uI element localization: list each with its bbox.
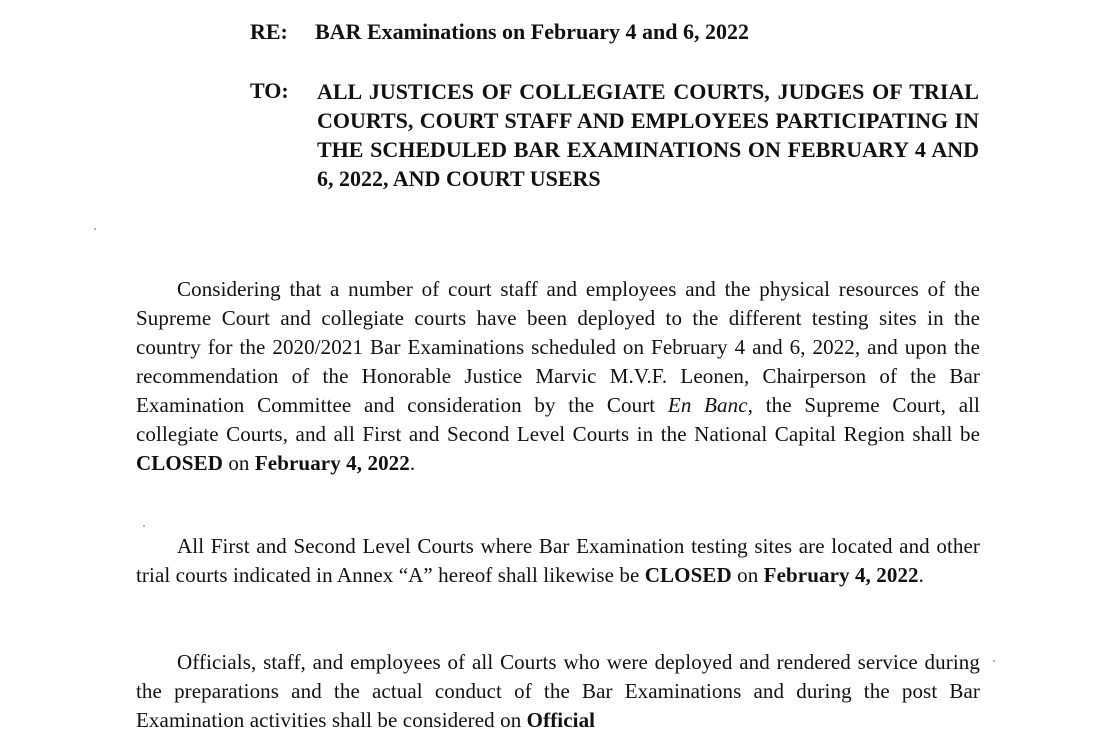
p1-end: .: [409, 451, 416, 475]
p3-official: Official: [526, 708, 596, 732]
paragraph-closure-ncr: [136, 275, 980, 478]
p2-date: February 4, 2022: [763, 563, 919, 587]
to-addressees: ALL JUSTICES OF COLLEGIATE COURTS, JUDGES OF TRIAL COURTS, COURT STAFF AND EMPLOYEES PARTICIPATING IN THE SCHEDULED BAR EXAMINATIONS ON FEBRUARY 4 AND 6, 2022, AND COURT USERS: [317, 79, 979, 191]
scan-speck: [94, 228, 96, 230]
p2-end: .: [918, 563, 925, 587]
p2-on: on: [731, 563, 764, 587]
p1-closed: CLOSED: [136, 451, 223, 475]
p2-text-a: All First and Second Level Courts where Bar Examination testing sites are located and other trial courts indicated in Annex “A” hereof shall likewise be: [136, 534, 980, 587]
scan-speck: [993, 660, 995, 662]
p1-on: on: [222, 451, 255, 475]
to-label: TO:: [250, 78, 289, 103]
p1-text-b: the Supreme Court, all collegiate Courts, and all First and Second Level Courts in the National Capital Region shall be: [136, 393, 980, 446]
p2-closed: CLOSED: [644, 563, 732, 587]
p3-text-a: Officials, staff, and employees of all Courts who were deployed and rendered service during the preparations and the actual conduct of the Bar Examinations and during the post Bar Examination activities shall be considered on: [136, 650, 980, 732]
p1-en-banc: En Banc,: [667, 393, 754, 417]
paragraph-closure-testing-sites: [136, 532, 980, 590]
scan-speck: [143, 525, 145, 527]
paragraph-official-business: [136, 648, 980, 735]
re-label: RE:: [250, 19, 288, 44]
p1-text-a: Considering that a number of court staff and employees and the physical resources of the Supreme Court and collegiate courts have been deployed to the different testing sites in the country for the 2020/2021 Bar Examinations scheduled on February 4 and 6, 2022, and upon the recommendation of the Honorable Justice Marvic M.V.F. Leonen, Chairperson of the Bar Examination Committee and consideration by the Court: [136, 277, 980, 417]
p1-date: February 4, 2022: [254, 451, 410, 475]
re-subject: BAR Examinations on February 4 and 6, 2022: [315, 19, 749, 44]
